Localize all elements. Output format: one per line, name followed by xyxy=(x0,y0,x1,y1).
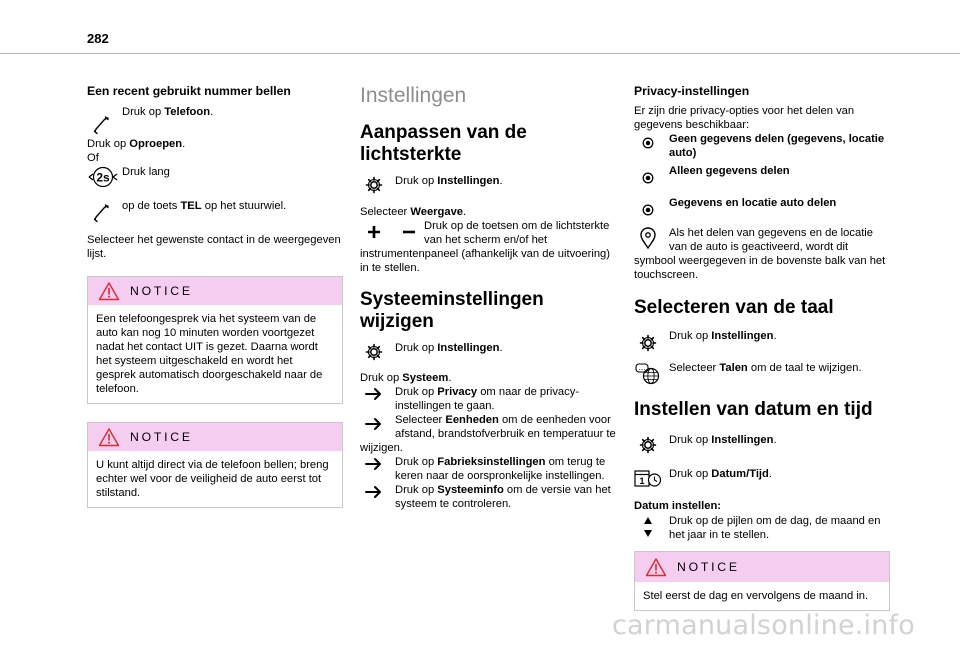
section-title-brightness: Aanpassen van de lichtsterkte xyxy=(360,122,527,165)
notice-box-1 xyxy=(87,276,343,404)
step-text: Druk op Instellingen. xyxy=(395,175,503,187)
language-icon xyxy=(634,363,662,383)
section-title-privacy: Privacy-instellingen xyxy=(634,84,750,98)
privacy-note xyxy=(634,226,890,282)
notice-text: U kunt altijd direct via de telefoon bellen; breng echter wel voor de veiligheid de auto eerst tot stilstand. xyxy=(96,459,329,499)
column-2 xyxy=(360,84,616,511)
target-icon xyxy=(634,135,662,155)
step-date-arrows xyxy=(634,514,890,542)
arrow-right-icon xyxy=(360,457,388,471)
gear-icon xyxy=(360,342,388,362)
notice-text: Een telefoongesprek via het systeem van de auto kan nog 10 minuten worden voortgezet nadat het contact UIT is gezet. Daarna wordt het systeem uitgeschakeld en wordt het gesprek automatisch doorgeschakeld naar de telefoon. xyxy=(96,313,323,395)
gear-icon xyxy=(634,333,662,353)
gear-icon xyxy=(360,175,388,195)
phone-icon xyxy=(87,203,115,223)
step-text: Druk op Instellingen. xyxy=(669,330,777,342)
date-label: Datum instellen: xyxy=(634,500,722,512)
header-divider xyxy=(0,53,960,54)
privacy-option-1: Geen gegevens delen (gegevens, locatie auto) xyxy=(634,132,890,160)
note-text: Als het delen van gegevens en de locatie van de auto is geactiveerd, wordt dit symbool weergegeven in de bovenste balk van het touchscreen. xyxy=(634,227,886,281)
step-privacy xyxy=(360,385,616,413)
section-title-date-time: Instellen van datum en tijd xyxy=(634,399,873,420)
arrow-right-icon xyxy=(360,413,388,435)
step-text: Druk op Fabrieksinstellingen om terug te keren naar de oorspronkelijke instellingen. xyxy=(395,456,606,482)
language-icon-dots: ... xyxy=(638,363,646,372)
step-text: Druk op Instellingen. xyxy=(395,342,503,354)
target-icon xyxy=(634,202,662,222)
privacy-option-2: Alleen gegevens delen xyxy=(634,164,890,186)
step-sysinfo xyxy=(360,483,616,511)
column-1 xyxy=(87,84,343,508)
section-title-system: Systeeminstellingen wijzigen xyxy=(360,289,544,332)
gear-icon xyxy=(634,435,662,455)
watermark: carmanualsonline.info xyxy=(612,610,915,641)
step-brightness-keys xyxy=(360,219,616,275)
notice-title: NOTICE xyxy=(130,284,193,298)
notice-header xyxy=(88,423,342,451)
step-phone xyxy=(87,105,343,127)
target-icon xyxy=(634,170,662,190)
calendar-day: 1 xyxy=(639,476,645,486)
step-text: Druk op de pijlen om de dag, de maand en het jaar in te stellen. xyxy=(669,515,881,541)
notice-box-2 xyxy=(87,422,343,508)
step-text: op de toets TEL op het stuurwiel. xyxy=(122,200,287,212)
step-text: Druk lang xyxy=(122,166,170,178)
warning-icon xyxy=(98,281,120,301)
location-pin-icon xyxy=(634,226,662,252)
step-text: Druk op Datum/Tijd. xyxy=(669,468,772,480)
step-language xyxy=(634,361,890,383)
step-settings xyxy=(634,433,890,455)
step-text: Druk op Instellingen. xyxy=(669,434,777,446)
section-title-language: Selecteren van de taal xyxy=(634,297,834,318)
step-units xyxy=(360,413,616,455)
step-text: Druk op Oproepen. xyxy=(87,138,186,150)
step-text: Druk op Privacy om naar de privacy-instellingen te gaan. xyxy=(395,386,580,412)
step-text: Druk op Telefoon. xyxy=(122,106,214,118)
warning-icon xyxy=(645,557,667,577)
up-down-arrows-icon xyxy=(634,514,662,542)
section-title-recent-call: Een recent gebruikt nummer bellen xyxy=(87,84,291,98)
clock-calendar-icon xyxy=(634,469,662,489)
notice-title: NOTICE xyxy=(677,560,740,574)
page-title: Instellingen xyxy=(360,84,467,107)
step-text: Selecteer Eenheden om de eenheden voor afstand, brandstofverbruik en temperatuur te wijzigen. xyxy=(360,414,616,454)
plus-minus-icon xyxy=(360,219,424,245)
step-date-time xyxy=(634,467,890,489)
warning-icon xyxy=(98,427,120,447)
phone-icon xyxy=(87,115,115,135)
notice-header xyxy=(635,552,889,582)
notice-title: NOTICE xyxy=(130,430,193,444)
step-text: Selecteer Weergave. xyxy=(360,206,467,218)
notice-text: Stel eerst de dag en vervolgens de maand in. xyxy=(643,590,869,602)
step-tel-key xyxy=(87,199,343,221)
step-text: Druk op Systeeminfo om de versie van het systeem te controleren. xyxy=(395,484,611,510)
step-text: Druk op Systeem. xyxy=(360,372,452,384)
notice-box-3 xyxy=(634,551,890,611)
step-settings xyxy=(360,341,616,363)
arrow-right-icon xyxy=(360,485,388,499)
step-text: Selecteer het gewenste contact in de weergegeven lijst. xyxy=(87,234,341,260)
step-factory xyxy=(360,455,616,483)
privacy-option-3: Gegevens en locatie auto delen xyxy=(634,196,890,218)
step-settings xyxy=(634,329,890,351)
arrow-right-icon xyxy=(360,387,388,401)
long-press-icon xyxy=(87,166,119,186)
column-3 xyxy=(634,84,890,611)
step-text: Druk op de toetsen om de lichtsterkte van het scherm en/of het instrumentenpaneel (afhankelijk van de uitvoering) in te stellen. xyxy=(360,220,611,274)
badge-2s: 2s xyxy=(96,170,110,185)
notice-header xyxy=(88,277,342,305)
page-number: 282 xyxy=(87,31,109,46)
privacy-intro: Er zijn drie privacy-opties voor het delen van gegevens beschikbaar: xyxy=(634,105,855,131)
or-text: Of xyxy=(87,152,99,164)
step-text: Selecteer Talen om de taal te wijzigen. xyxy=(669,362,862,374)
step-settings xyxy=(360,174,616,196)
step-long-press xyxy=(87,165,343,187)
